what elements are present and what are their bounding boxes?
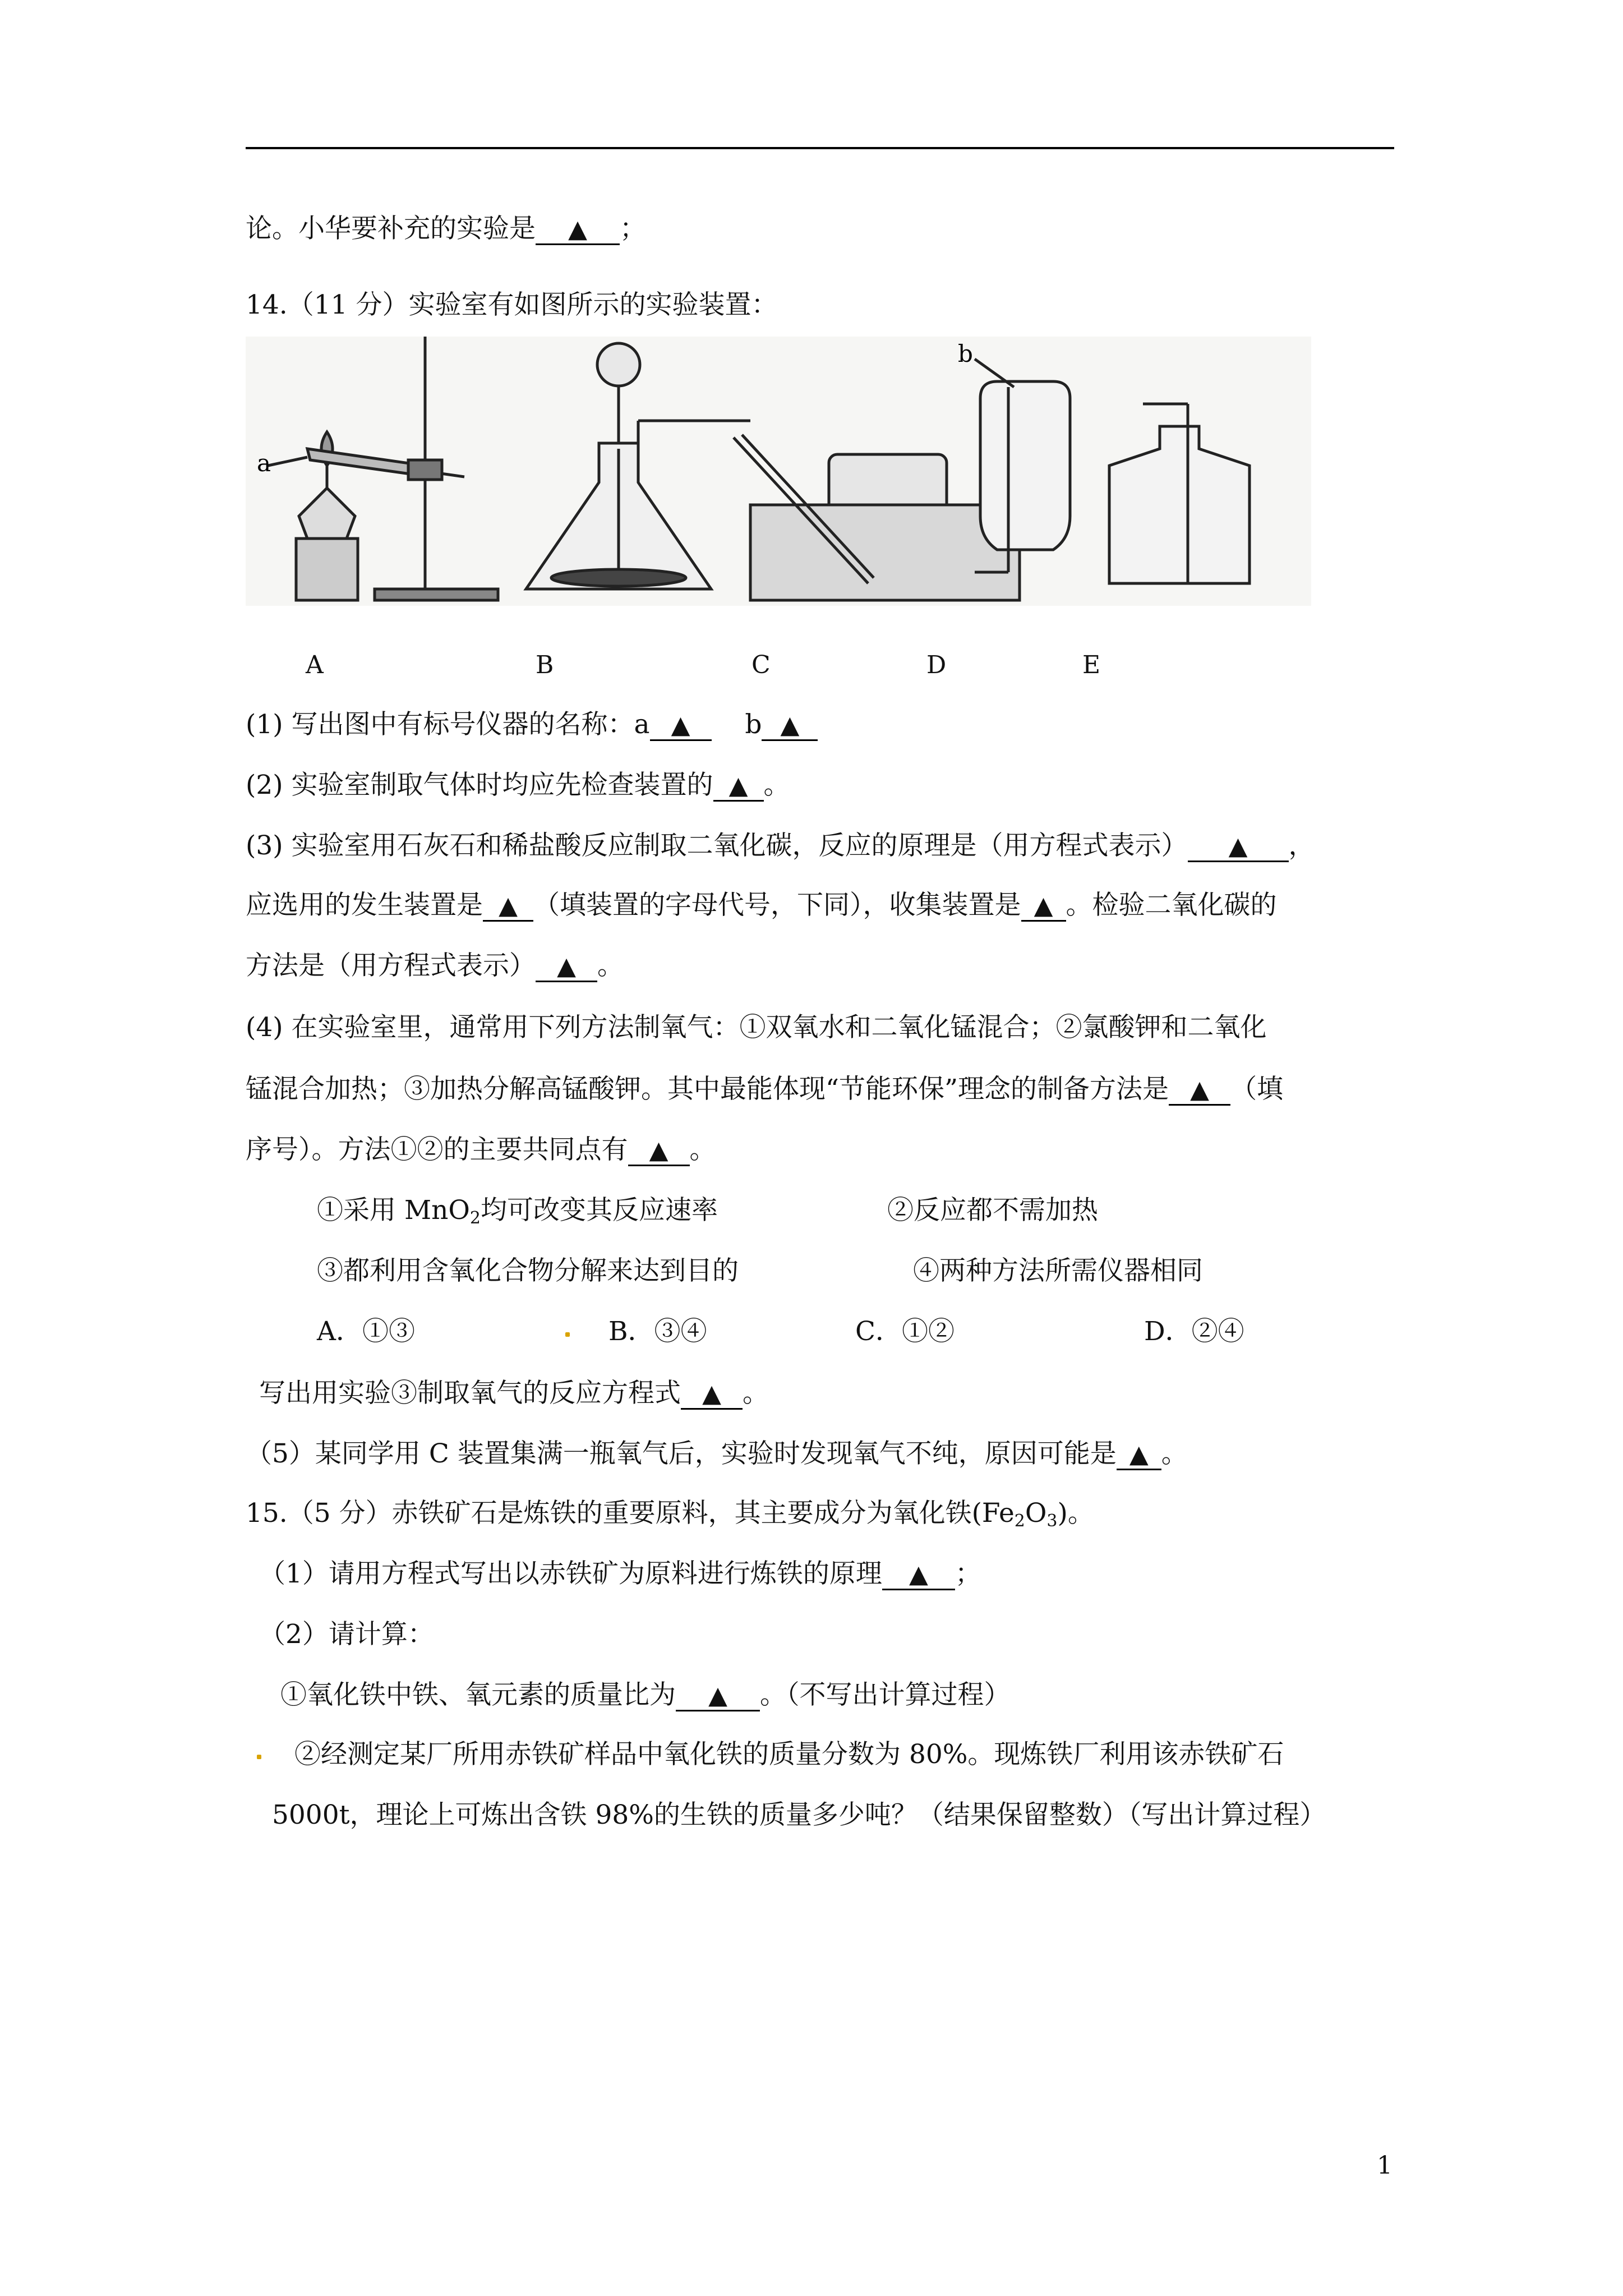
q14-part-4-line-4: 写出用实验③制取氧气的反应方程式 ▲ 。 xyxy=(259,1378,769,1409)
q14-part-1: (1) 写出图中有标号仪器的名称：a ▲ b ▲ xyxy=(246,708,818,742)
q14-part-4-line-2: 锰混合加热；③加热分解高锰酸钾。其中最能体现“节能环保”理念的制备方法是 ▲ （填 xyxy=(246,1074,1284,1105)
answer-blank[interactable]: ▲ xyxy=(1021,891,1066,922)
apparatus-d xyxy=(975,359,1070,572)
option-1: ①采用 MnO$_2$均可改变其反应速率 xyxy=(317,1195,718,1228)
text-line-1: 论。小华要补充的实验是 ▲ ； xyxy=(246,213,646,244)
answer-blank[interactable]: ▲ xyxy=(650,711,712,741)
choice-b[interactable]: B．③④ xyxy=(608,1316,707,1347)
apparatus-label-e: E xyxy=(1082,651,1101,679)
label-b: b xyxy=(958,340,973,367)
answer-blank[interactable]: ▲ xyxy=(1169,1075,1230,1106)
answer-blank[interactable]: ▲ xyxy=(681,1379,743,1410)
q15-part-2-2-line-1: ②经测定某厂所用赤铁矿样品中氧化铁的质量分数为 80%。现炼铁厂利用该赤铁矿石 xyxy=(294,1739,1284,1770)
q15-part-2-2-line-2: 5000t，理论上可炼出含铁 98%的生铁的质量多少吨？（结果保留整数）（写出计算过程） xyxy=(272,1800,1326,1830)
q15-part-2: （2）请计算： xyxy=(259,1619,434,1650)
label-a: a xyxy=(257,449,271,477)
dot-mark xyxy=(565,1332,570,1337)
option-4: ④两种方法所需仪器相同 xyxy=(913,1255,1203,1286)
header-rule xyxy=(246,147,1394,149)
answer-blank[interactable]: ▲ xyxy=(1117,1440,1161,1470)
answer-blank[interactable]: ▲ xyxy=(713,771,764,802)
apparatus-label-b: B xyxy=(536,651,554,679)
answer-blank[interactable]: ▲ xyxy=(882,1560,955,1590)
answer-blank[interactable]: ▲ xyxy=(676,1681,760,1711)
apparatus-label-d: D xyxy=(926,651,947,679)
question-14-title: 14.（11 分）实验室有如图所示的实验装置： xyxy=(246,289,778,320)
answer-blank[interactable]: ▲ xyxy=(762,711,818,741)
choice-a[interactable]: A．①③ xyxy=(317,1316,415,1347)
q14-part-2: (2) 实验室制取气体时均应先检查装置的 ▲ 。 xyxy=(246,770,790,800)
question-15-title: 15.（5 分）赤铁矿石是炼铁的重要原料，其主要成分为氧化铁$(Fe_2O_3)$。 xyxy=(246,1498,1094,1531)
apparatus-figure xyxy=(246,337,1311,606)
choice-d[interactable]: D．②④ xyxy=(1144,1316,1244,1347)
q14-part-5: （5）某同学用 C 装置集满一瓶氧气后，实验时发现氧气不纯，原因可能是 ▲ 。 xyxy=(246,1438,1188,1469)
option-2: ②反应都不需加热 xyxy=(887,1195,1098,1226)
page-number: 1 xyxy=(1377,2151,1393,2180)
q14-part-4-line-1: (4) 在实验室里，通常用下列方法制氧气：①双氧水和二氧化锰混合；②氯酸钾和二氧化 xyxy=(246,1012,1267,1043)
q14-part-3-line-1: (3) 实验室用石灰石和稀盐酸反应制取二氧化碳，反应的原理是（用方程式表示） ▲ ， xyxy=(246,830,1315,861)
answer-blank[interactable]: ▲ xyxy=(536,952,597,982)
apparatus-label-c: C xyxy=(751,651,771,679)
q15-part-1: （1）请用方程式写出以赤铁矿为原料进行炼铁的原理 ▲ ； xyxy=(259,1558,981,1589)
answer-blank[interactable]: ▲ xyxy=(628,1136,690,1166)
answer-blank[interactable]: ▲ xyxy=(483,891,533,922)
choice-c[interactable]: C．①② xyxy=(855,1316,955,1347)
q15-part-2-1: ①氧化铁中铁、氧元素的质量比为 ▲ 。（不写出计算过程） xyxy=(280,1680,1011,1710)
q14-part-3-line-2: 应选用的发生装置是 ▲ （填装置的字母代号，下同），收集装置是 ▲ 。检验二氧化碳的 xyxy=(246,890,1277,921)
option-3: ③都利用含氧化合物分解来达到目的 xyxy=(317,1255,739,1286)
dot-mark xyxy=(257,1755,261,1759)
q14-part-4-line-3: 序号）。方法①②的主要共同点有 ▲ 。 xyxy=(246,1134,716,1165)
answer-blank[interactable]: ▲ xyxy=(1188,832,1289,862)
answer-blank[interactable]: ▲ xyxy=(536,215,620,245)
apparatus-label-a: A xyxy=(306,651,324,679)
q14-part-3-line-3: 方法是（用方程式表示） ▲ 。 xyxy=(246,950,624,981)
